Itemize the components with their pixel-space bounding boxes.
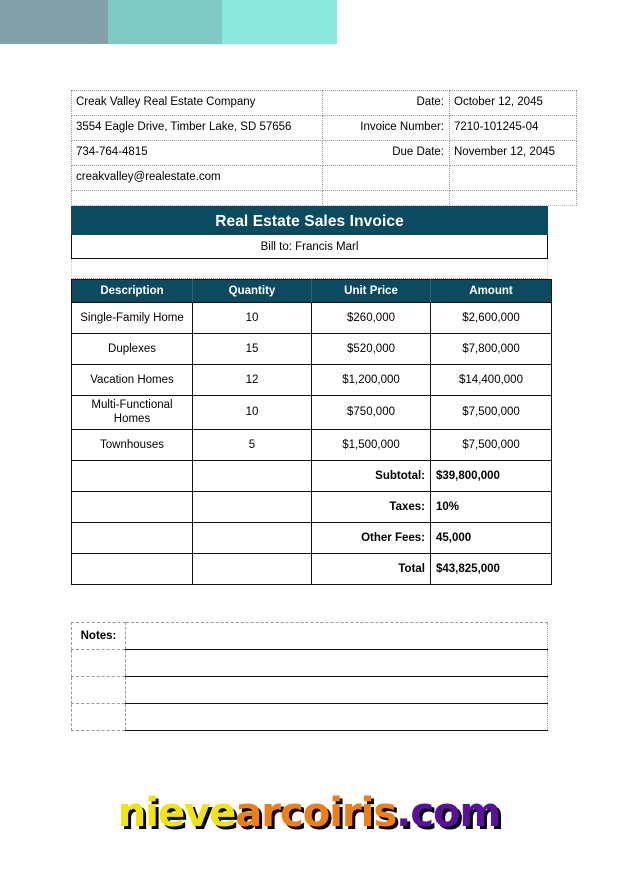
topbar-block-aqua [222, 0, 337, 44]
total-value: $43,825,000 [431, 553, 552, 584]
other-fees-value: 45,000 [431, 522, 552, 553]
notes-label: Notes: [72, 622, 126, 649]
cell-amount: $7,500,000 [431, 429, 552, 460]
seller-address: 3554 Eagle Drive, Timber Lake, SD 57656 [72, 116, 323, 141]
cell-unit-price: $260,000 [312, 303, 431, 334]
cell-quantity: 10 [193, 396, 312, 430]
bill-to-line: Bill to: Francis Marl [71, 235, 548, 259]
taxes-label: Taxes: [312, 491, 431, 522]
watermark-part-nieve: nieve [117, 790, 236, 836]
subtotal-value: $39,800,000 [431, 460, 552, 491]
cell-unit-price: $1,500,000 [312, 429, 431, 460]
totals-empty-desc [72, 522, 193, 553]
totals-empty-qty [193, 491, 312, 522]
seller-company-name: Creak Valley Real Estate Company [72, 91, 323, 116]
due-date-label: Due Date: [323, 141, 450, 166]
cell-description: Vacation Homes [72, 365, 193, 396]
notes-row [72, 649, 548, 676]
info-row-invoice-number [72, 116, 577, 141]
notes-row [72, 703, 548, 730]
date-label: Date: [323, 91, 450, 116]
cell-description: Townhouses [72, 429, 193, 460]
totals-empty-qty [193, 460, 312, 491]
notes-label-spacer-3 [72, 676, 126, 703]
total-label: Total [312, 553, 431, 584]
totals-empty-desc [72, 460, 193, 491]
items-header-row [72, 280, 552, 303]
cell-quantity: 10 [193, 303, 312, 334]
totals-row-subtotal [72, 460, 552, 491]
cell-quantity: 12 [193, 365, 312, 396]
topbar-block-teal [108, 0, 222, 44]
totals-row-total [72, 553, 552, 584]
totals-empty-desc [72, 491, 193, 522]
info-row-due-date [72, 141, 577, 166]
cell-amount: $7,500,000 [431, 396, 552, 430]
info-spacer-cell-2 [323, 191, 450, 206]
notes-line-2[interactable] [126, 649, 548, 676]
cell-amount: $14,400,000 [431, 365, 552, 396]
notes-table [71, 622, 548, 731]
invoice-title-banner: Real Estate Sales Invoice [71, 206, 548, 235]
header-description: Description [72, 280, 193, 303]
notes-label-spacer-2 [72, 649, 126, 676]
cell-quantity: 5 [193, 429, 312, 460]
header-amount: Amount [431, 280, 552, 303]
subtotal-label: Subtotal: [312, 460, 431, 491]
cell-amount: $7,800,000 [431, 334, 552, 365]
site-watermark [0, 790, 618, 836]
due-date-value: November 12, 2045 [450, 141, 577, 166]
info-spacer-cell-1 [72, 191, 323, 206]
cell-unit-price: $520,000 [312, 334, 431, 365]
info-row-date [72, 91, 577, 116]
notes-line-4[interactable] [126, 703, 548, 730]
table-row [72, 334, 552, 365]
topbar-block-slate [0, 0, 108, 44]
totals-empty-qty [193, 522, 312, 553]
info-empty-label [323, 166, 450, 191]
seller-email: creakvalley@realestate.com [72, 166, 323, 191]
table-row [72, 396, 552, 430]
notes-row [72, 622, 548, 649]
totals-row-other-fees [72, 522, 552, 553]
cell-description: Single-Family Home [72, 303, 193, 334]
date-value: October 12, 2045 [450, 91, 577, 116]
invoice-number-value: 7210-101245-04 [450, 116, 577, 141]
cell-description: Multi-Functional Homes [72, 396, 193, 430]
invoice-number-label: Invoice Number: [323, 116, 450, 141]
invoice-items-table [71, 279, 552, 585]
cell-unit-price: $750,000 [312, 396, 431, 430]
info-spacer-row [72, 191, 577, 206]
totals-row-taxes [72, 491, 552, 522]
notes-line-3[interactable] [126, 676, 548, 703]
decorative-top-bar [0, 0, 618, 44]
seller-phone: 734-764-4815 [72, 141, 323, 166]
table-row [72, 303, 552, 334]
notes-label-spacer-4 [72, 703, 126, 730]
totals-empty-qty [193, 553, 312, 584]
watermark-part-arcoiris: arcoiris [235, 790, 397, 836]
invoice-info-table [71, 90, 577, 206]
notes-line-1[interactable] [126, 622, 548, 649]
info-row-email [72, 166, 577, 191]
notes-row [72, 676, 548, 703]
watermark-part-tld: .com [396, 790, 501, 836]
notes-section [71, 622, 548, 731]
totals-empty-desc [72, 553, 193, 584]
cell-amount: $2,600,000 [431, 303, 552, 334]
table-row [72, 429, 552, 460]
header-unit-price: Unit Price [312, 280, 431, 303]
other-fees-label: Other Fees: [312, 522, 431, 553]
table-row [72, 365, 552, 396]
cell-quantity: 15 [193, 334, 312, 365]
cell-description: Duplexes [72, 334, 193, 365]
header-quantity: Quantity [193, 280, 312, 303]
taxes-value: 10% [431, 491, 552, 522]
info-empty-value [450, 166, 577, 191]
info-spacer-cell-3 [450, 191, 577, 206]
banner-gap-row [71, 259, 548, 279]
cell-unit-price: $1,200,000 [312, 365, 431, 396]
invoice-sheet [71, 90, 556, 731]
